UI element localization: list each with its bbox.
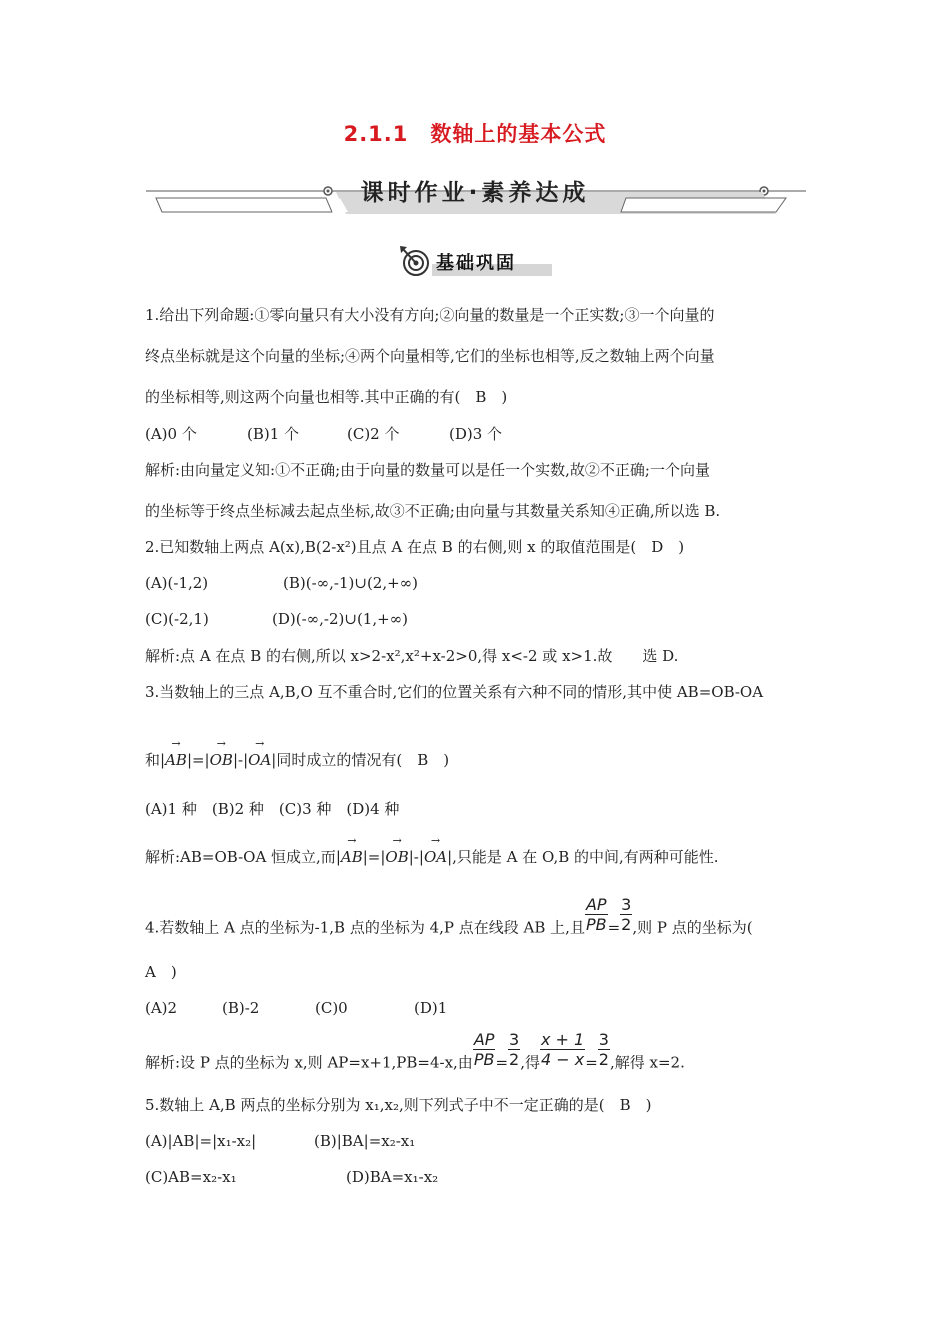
q3-solution: 解析:AB=OB-OA 恒成立,而|→ AB|=|→ OB|-|→ OA|,只能是 A 在 O,B 的中间,有两种可能性. [145,845,719,867]
q2-option-d: (D)(-∞,-2)∪(1,+∞) [272,610,409,628]
q4-option-a: (A)2 [145,999,178,1017]
q3-solution-pre: 解析:AB=OB-OA 恒成立,而 [145,848,336,866]
q4-solution-fraction2: $\frac{x + 1}{4 - x}$ [540,1030,585,1069]
q4-solution-value: $\frac{3}{2}$ [509,1030,520,1069]
solution-vector-oa: → OA [424,845,447,867]
q1-option-d: (D)3 个 [449,425,503,443]
q4-solution-value2: $\frac{3}{2}$ [598,1030,609,1069]
q4-stem-pre: 4.若数轴上 A 点的坐标为-1,B 点的坐标为 4,P 点在线段 AB 上,且 [145,918,585,937]
q4-solution-post: ,解得 x=2. [609,1053,685,1072]
q3-line1: 3.当数轴上的三点 A,B,O 互不重合时,它们的位置关系有六种不同的情形,其中使 AB=OB-OA [145,683,764,701]
vector-ob: → OB [210,748,233,770]
target-icon [400,246,428,275]
q1-option-c: (C)2 个 [347,425,400,443]
q1-line1: 1.给出下列命题:①零向量只有大小没有方向;②向量的数量是一个正实数;③一个向量的 [145,306,715,324]
q4-solution: 解析:设 P 点的坐标为 x,则 AP=x+1,PB=4-x,由 $\frac{AP}{PB}$ = $\frac{3}{2}$ ,得 $\frac{x + 1}{4 - x}$ = $\frac{3}{2}$ ,解得 x=2. [145,1030,685,1072]
vector-ab: → AB [165,748,187,770]
q5-option-c: (C)AB=x₂-x₁ [145,1168,237,1186]
q3-solution-post: ,只能是 A 在 O,B 的中间,有两种可能性. [452,848,719,866]
q2-solution: 解析:点 A 在点 B 的右侧,所以 x>2-x²,x²+x-2>0,得 x<-2 或 x>1.故 选 D. [145,647,679,665]
q3-line2: 和|→ AB|=|→ OB|-|→ OA|同时成立的情况有( B ) [145,748,449,770]
q4-solution-pre: 解析:设 P 点的坐标为 x,则 AP=x+1,PB=4-x,由 [145,1053,473,1072]
q4-ratio-value: $\frac{3}{2}$ [621,895,632,934]
vector-oa: → OA [248,748,271,770]
q4-solution-mid: ,得 [520,1053,540,1072]
q3-tail: 同时成立的情况有( B ) [276,751,450,769]
q4-option-c: (C)0 [315,999,348,1017]
q2-option-c: (C)(-2,1) [145,610,209,628]
q5-option-a: (A)|AB|=|x₁-x₂| [145,1132,257,1150]
q1-line2: 终点坐标就是这个向量的坐标;④两个向量相等,它们的坐标也相等,反之数轴上两个向量 [145,347,715,365]
q1-line3: 的坐标相等,则这两个向量也相等.其中正确的有( B ) [145,388,508,406]
banner-title: 课时作业·素养达成 [360,180,590,206]
q4-stem: 4.若数轴上 A 点的坐标为-1,B 点的坐标为 4,P 点在线段 AB 上,且 $\frac{AP}{PB}$ = $\frac{3}{2}$ ,则 P 点的坐标为( [145,895,753,937]
q4-stem-post: ,则 P 点的坐标为( [632,918,753,937]
q2-stem: 2.已知数轴上两点 A(x),B(2-x²)且点 A 在点 B 的右侧,则 x 的取值范围是( D ) [145,538,685,556]
q4-ratio-fraction: $\frac{AP}{PB}$ [585,895,607,934]
q1-solution-line1: 解析:由向量定义知:①不正确;由于向量的数量可以是任一个实数,故②不正确;一个向量 [145,461,710,479]
q1-option-a: (A)0 个 [145,425,197,443]
page-title: 2.1.1 数轴上的基本公式 [343,122,607,146]
q1-option-b: (B)1 个 [247,425,300,443]
q4-answer: A ) [145,963,177,981]
q5-option-b: (B)|BA|=x₂-x₁ [314,1132,416,1150]
section-title: 基础巩固 [436,253,516,274]
solution-vector-ob: → OB [385,845,408,867]
q4-option-d: (D)1 [414,999,448,1017]
q2-option-a: (A)(-1,2) [145,574,209,592]
q4-solution-fraction: $\frac{AP}{PB}$ [473,1030,495,1069]
q1-solution-line2: 的坐标等于终点坐标减去起点坐标,故③不正确;由向量与其数量关系知④正确,所以选 B. [145,502,721,520]
q5-stem: 5.数轴上 A,B 两点的坐标分别为 x₁,x₂,则下列式子中不一定正确的是( B ) [145,1096,652,1114]
q3-options: (A)1 种 (B)2 种 (C)3 种 (D)4 种 [145,800,400,818]
q2-option-b: (B)(-∞,-1)∪(2,+∞) [283,574,419,592]
q4-option-b: (B)-2 [222,999,260,1017]
q5-option-d: (D)BA=x₁-x₂ [346,1168,439,1186]
q3-and: 和 [145,751,161,769]
solution-vector-ab: → AB [341,845,363,867]
